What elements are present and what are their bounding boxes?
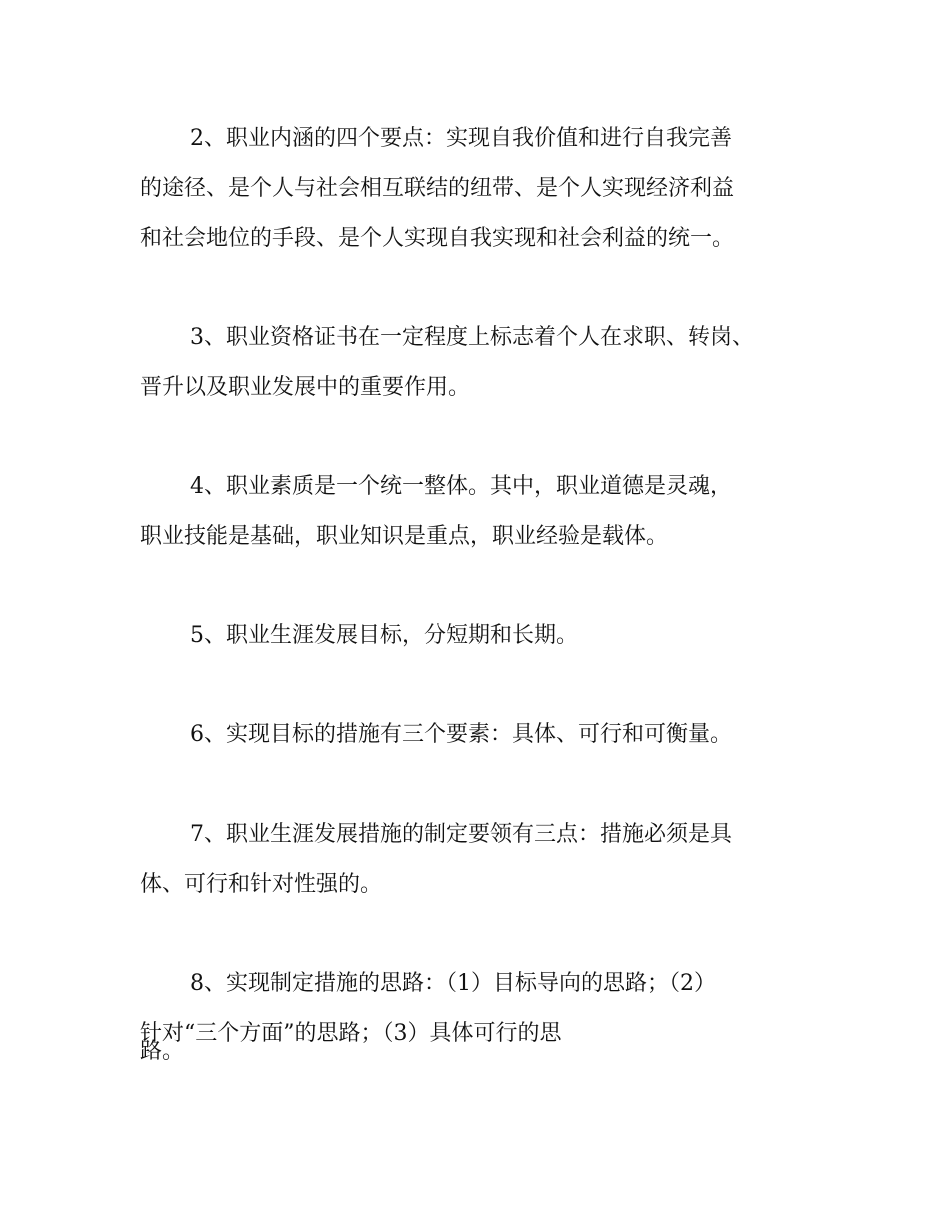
text-line: 晋升以及职业发展中的重要作用。 — [140, 375, 471, 400]
text-line: 6、实现目标的措施有三个要素：具体、可行和可衡量。 — [190, 722, 732, 747]
text-line: 3、职业资格证书在一定程度上标志着个人在求职、转岗、 — [190, 325, 754, 350]
paragraph-8 — [140, 959, 840, 1067]
paragraph-7 — [140, 810, 840, 910]
text-line: 5、职业生涯发展目标，分短期和长期。 — [190, 623, 578, 648]
paragraph-2 — [140, 114, 840, 264]
text-line: 8、实现制定措施的思路：（1）目标导向的思路；（2） — [190, 971, 716, 996]
text-line: 针对“三个方面”的思路；（3）具体可行的思 — [140, 1021, 562, 1046]
text-line: 路。 — [140, 1039, 185, 1064]
text-line: 7、职业生涯发展措施的制定要领有三点：措施必须是具 — [190, 822, 732, 847]
paragraph-3 — [140, 313, 840, 413]
text-line: 的途径、是个人与社会相互联结的纽带、是个人实现经济利益 — [140, 176, 735, 201]
paragraph-6 — [140, 710, 840, 760]
paragraph-5 — [140, 611, 840, 661]
text-line: 4、职业素质是一个统一整体。其中，职业道德是灵魂， — [190, 474, 732, 499]
text-line: 和社会地位的手段、是个人实现自我实现和社会利益的统一。 — [140, 226, 735, 251]
paragraph-4 — [140, 462, 840, 562]
text-line: 2、职业内涵的四个要点：实现自我价值和进行自我完善 — [190, 126, 732, 151]
text-line: 职业技能是基础，职业知识是重点，职业经验是载体。 — [140, 524, 669, 549]
text-line: 体、可行和针对性强的。 — [140, 872, 383, 897]
